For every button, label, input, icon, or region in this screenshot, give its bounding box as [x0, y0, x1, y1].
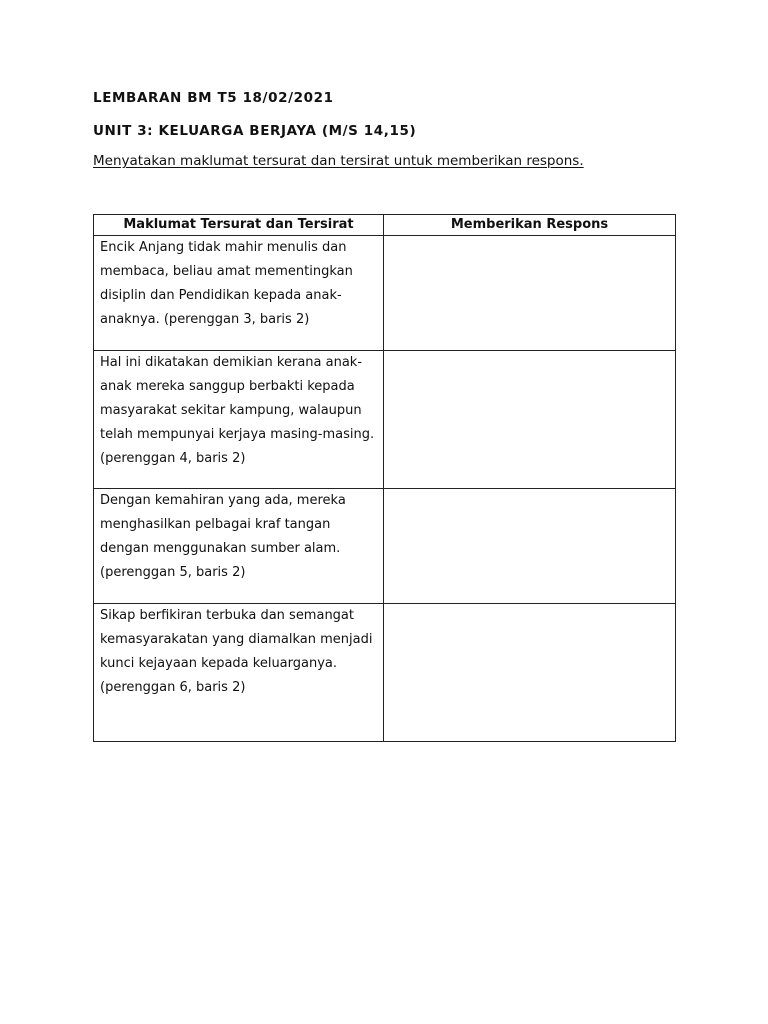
unit-heading: UNIT 3: KELUARGA BERJAYA (M/S 14,15)	[93, 123, 417, 139]
table-header-row	[94, 215, 676, 236]
info-cell: Sikap berfikiran terbuka dan semangat kemasyarakatan yang diamalkan menjadi kunci kejayaan kepada keluarganya. (perenggan 6, baris 2)	[94, 604, 384, 742]
table-row	[94, 604, 676, 742]
info-cell: Hal ini dikatakan demikian kerana anak-anak mereka sanggup berbakti kepada masyarakat sekitar kampung, walaupun telah mempunyai kerjaya masing-masing. (perenggan 4, baris 2)	[94, 351, 384, 489]
worksheet-title: LEMBARAN BM T5 18/02/2021	[93, 90, 334, 106]
info-cell: Dengan kemahiran yang ada, mereka menghasilkan pelbagai kraf tangan dengan menggunakan sumber alam. (perenggan 5, baris 2)	[94, 489, 384, 604]
worksheet-table	[93, 214, 676, 742]
table-row	[94, 351, 676, 489]
table-row	[94, 489, 676, 604]
response-cell	[384, 489, 676, 604]
response-cell	[384, 604, 676, 742]
instruction-text: Menyatakan maklumat tersurat dan tersirat untuk memberikan respons.	[93, 153, 584, 169]
column-header-info: Maklumat Tersurat dan Tersirat	[94, 215, 384, 236]
response-cell	[384, 351, 676, 489]
info-cell: Encik Anjang tidak mahir menulis dan membaca, beliau amat mementingkan disiplin dan Pendidikan kepada anak-anaknya. (perenggan 3, baris 2)	[94, 236, 384, 351]
response-cell	[384, 236, 676, 351]
column-header-response: Memberikan Respons	[384, 215, 676, 236]
table-row	[94, 236, 676, 351]
